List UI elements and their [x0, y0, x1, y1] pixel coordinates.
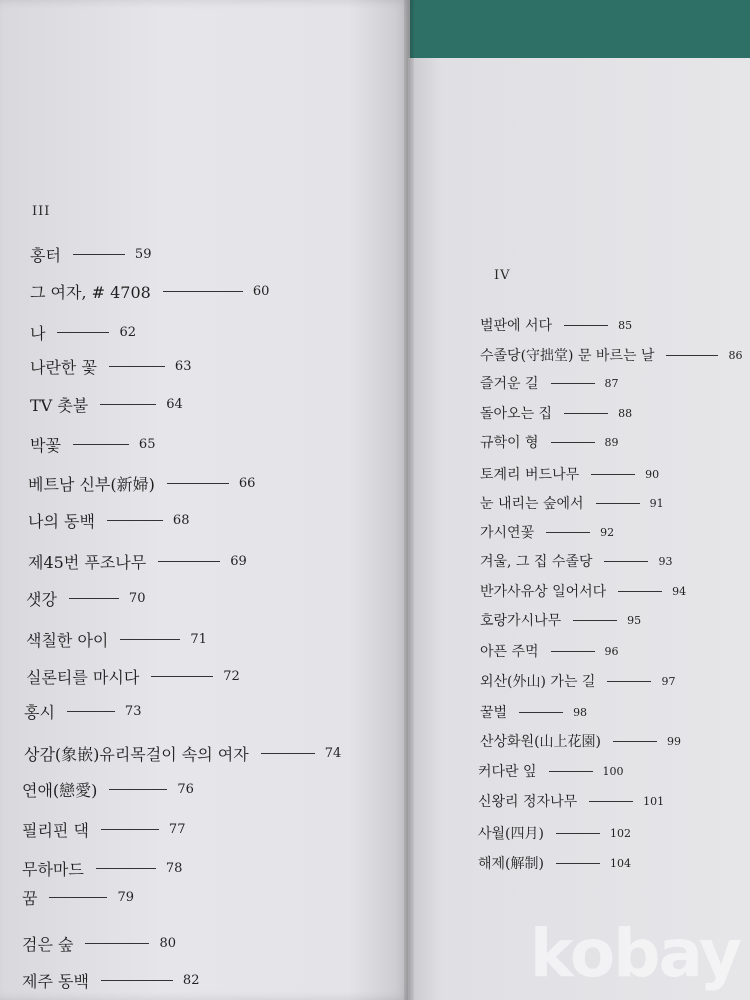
watermark-logo: kobay	[529, 915, 740, 992]
leader-line	[556, 833, 600, 834]
toc-entry-title: 검은 숲	[22, 935, 74, 954]
toc-entry-title: 가시연꽃	[480, 525, 535, 541]
book-gutter	[404, 0, 414, 1000]
toc-entry-page-number: 90	[645, 467, 660, 481]
toc-entry	[480, 522, 614, 542]
leader-line	[73, 254, 125, 255]
toc-entry	[480, 581, 686, 601]
toc-entry-page-number: 71	[190, 632, 207, 647]
toc-entry-page-number: 74	[324, 746, 342, 761]
toc-entry-page-number: 62	[119, 325, 137, 340]
toc-entry-page-number: 97	[661, 674, 676, 688]
leader-line	[101, 829, 159, 830]
toc-entry	[480, 671, 675, 691]
leader-line	[666, 355, 718, 356]
toc-entry-title: 필리핀 댁	[22, 821, 89, 840]
toc-entry	[24, 700, 141, 723]
leader-line	[101, 980, 173, 981]
leader-line	[546, 532, 590, 533]
toc-entry	[480, 315, 632, 335]
toc-entry-page-number: 99	[667, 734, 682, 748]
leader-line	[551, 651, 595, 652]
leader-line	[167, 483, 229, 484]
toc-entry	[22, 857, 182, 880]
toc-entry-page-number: 69	[230, 554, 247, 569]
toc-entry-title: 꿈	[22, 889, 38, 908]
toc-entry-page-number: 94	[672, 584, 687, 598]
toc-entry	[480, 373, 619, 393]
toc-entry	[30, 243, 151, 266]
section-heading: III	[32, 204, 51, 219]
leader-line	[107, 520, 163, 521]
toc-entry	[26, 587, 145, 610]
toc-entry	[480, 551, 672, 571]
toc-entry-title: 나란한 꽃	[30, 358, 97, 377]
toc-entry-page-number: 80	[159, 936, 177, 951]
toc-entry-title: 그 여자, # 4708	[30, 283, 151, 302]
leader-line	[49, 897, 107, 898]
toc-entry-page-number: 101	[643, 794, 665, 808]
toc-entry	[30, 321, 136, 344]
leader-line	[591, 474, 635, 475]
toc-entry-page-number: 95	[627, 613, 642, 627]
leader-line	[100, 404, 156, 405]
leader-line	[96, 868, 156, 869]
toc-entry-title: 나의 동백	[28, 512, 95, 531]
toc-entry	[478, 823, 631, 843]
toc-entry-title: 호랑가시나무	[480, 613, 562, 629]
toc-entry-title: 나	[30, 324, 46, 343]
toc-entry	[30, 280, 269, 303]
toc-entry-title: 색칠한 아이	[26, 631, 109, 650]
leader-line	[261, 753, 315, 754]
toc-entry	[22, 932, 176, 955]
toc-entry-title: 커다란 잎	[478, 764, 537, 780]
leader-line	[556, 863, 600, 864]
leader-line	[109, 366, 165, 367]
toc-entry-page-number: 64	[166, 397, 183, 412]
leader-line	[151, 676, 213, 677]
toc-entry-page-number: 96	[604, 644, 619, 658]
leader-line	[549, 771, 593, 772]
leader-line	[73, 444, 129, 445]
toc-entry	[480, 702, 587, 722]
toc-entry-title: 아픈 주먹	[480, 644, 539, 660]
toc-entry-title: 박꽃	[30, 436, 61, 455]
toc-entry	[480, 493, 664, 513]
toc-entry-title: 홍터	[30, 246, 61, 265]
toc-entry-page-number: 66	[238, 476, 256, 491]
toc-entry-title: 겨울, 그 집 수졸당	[480, 554, 593, 570]
toc-entry-title: 제45번 푸조나무	[28, 553, 147, 572]
toc-entry-page-number: 72	[223, 669, 240, 684]
toc-entry	[26, 665, 240, 688]
toc-entry-title: 베트남 신부(新婦)	[28, 475, 155, 494]
toc-entry-title: 실론티를 마시다	[26, 668, 140, 687]
toc-entry-title: 신왕리 정자나무	[478, 794, 578, 810]
toc-entry	[480, 403, 632, 423]
toc-entry	[30, 433, 155, 456]
toc-entry	[26, 628, 207, 651]
toc-entry-page-number: 77	[168, 822, 186, 837]
toc-entry	[30, 393, 183, 416]
leader-line	[519, 712, 563, 713]
toc-entry-title: 수졸당(守拙堂) 문 바르는 날	[480, 348, 655, 364]
toc-entry-page-number: 82	[182, 973, 200, 988]
toc-entry	[478, 853, 631, 873]
leader-line	[618, 591, 662, 592]
leader-line	[158, 561, 220, 562]
toc-entry-page-number: 87	[604, 376, 619, 390]
leader-line	[57, 332, 109, 333]
toc-entry-page-number: 93	[658, 554, 673, 568]
leader-line	[551, 442, 595, 443]
toc-entry-title: 연애(戀愛)	[22, 781, 98, 800]
toc-entry-title: 홍시	[24, 703, 55, 722]
toc-entry-title: 사월(四月)	[478, 826, 544, 842]
leader-line	[163, 291, 243, 292]
leader-line	[589, 801, 633, 802]
toc-entry	[22, 969, 199, 992]
toc-entry-page-number: 102	[609, 826, 631, 840]
leader-line	[69, 598, 119, 599]
toc-entry-page-number: 92	[600, 525, 615, 539]
toc-entry-page-number: 76	[177, 782, 194, 797]
toc-entry	[480, 345, 742, 365]
toc-entry-title: 상감(象嵌)유리목걸이 속의 여자	[24, 745, 249, 764]
toc-entry-title: 제주 동백	[22, 972, 89, 991]
toc-entry	[22, 818, 185, 841]
toc-entry-page-number: 88	[618, 406, 633, 420]
section-heading: IV	[494, 268, 511, 283]
leader-line	[551, 383, 595, 384]
toc-entry	[480, 432, 619, 452]
toc-entry	[28, 550, 247, 573]
leader-line	[564, 413, 608, 414]
toc-entry-title: 즐거운 길	[480, 376, 539, 392]
toc-entry	[480, 610, 641, 630]
toc-entry-page-number: 73	[124, 704, 142, 719]
toc-entry-page-number: 98	[573, 705, 588, 719]
toc-entry-title: 외산(外山) 가는 길	[480, 674, 596, 690]
toc-entry-title: 꿀벌	[480, 705, 508, 721]
toc-entry-page-number: 68	[172, 513, 190, 528]
toc-entry-page-number: 65	[138, 437, 156, 452]
toc-entry	[30, 355, 191, 378]
toc-entry-title: 샛강	[26, 590, 57, 609]
toc-entry-title: 산상화원(山上花園)	[480, 734, 602, 750]
toc-entry	[478, 791, 664, 811]
toc-entry-title: 해제(解制)	[478, 856, 544, 872]
toc-entry-title: 돌아오는 집	[480, 406, 553, 422]
toc-entry-page-number: 60	[252, 284, 270, 299]
toc-entry	[480, 731, 681, 751]
toc-entry-title: 벌판에 서다	[480, 318, 553, 334]
toc-entry	[28, 472, 255, 495]
toc-entry-page-number: 89	[604, 435, 619, 449]
toc-entry-page-number: 78	[165, 861, 183, 876]
toc-entry-page-number: 79	[117, 890, 135, 905]
toc-entry-title: 무하마드	[22, 860, 84, 879]
leader-line	[120, 639, 180, 640]
toc-entry-title: TV 촛불	[30, 396, 89, 415]
leader-line	[109, 789, 167, 790]
leader-line	[573, 620, 617, 621]
leader-line	[604, 561, 648, 562]
toc-entry	[480, 464, 659, 484]
leader-line	[67, 711, 115, 712]
toc-entry-title: 규학이 형	[480, 435, 539, 451]
toc-entry-page-number: 91	[649, 496, 664, 510]
leader-line	[596, 503, 640, 504]
toc-entry	[480, 641, 619, 661]
leader-line	[564, 325, 608, 326]
toc-entry-title: 반가사유상 일어서다	[480, 584, 607, 600]
toc-entry	[28, 509, 189, 532]
toc-entry-page-number: 63	[174, 359, 192, 374]
toc-entry-page-number: 85	[618, 318, 633, 332]
toc-entry-page-number: 100	[602, 764, 624, 778]
toc-entry-title: 눈 내리는 숲에서	[480, 496, 584, 512]
toc-entry-page-number: 70	[128, 591, 146, 606]
toc-entry	[22, 778, 194, 801]
toc-entry-page-number: 104	[609, 856, 631, 870]
toc-entry-title: 토계리 버드나무	[480, 467, 580, 483]
toc-entry	[478, 761, 624, 781]
leader-line	[607, 681, 651, 682]
leader-line	[85, 943, 149, 944]
leader-line	[613, 741, 657, 742]
toc-entry	[24, 742, 341, 765]
toc-entry-page-number: 86	[728, 348, 743, 362]
toc-entry	[22, 886, 134, 909]
toc-entry-page-number: 59	[134, 247, 152, 262]
